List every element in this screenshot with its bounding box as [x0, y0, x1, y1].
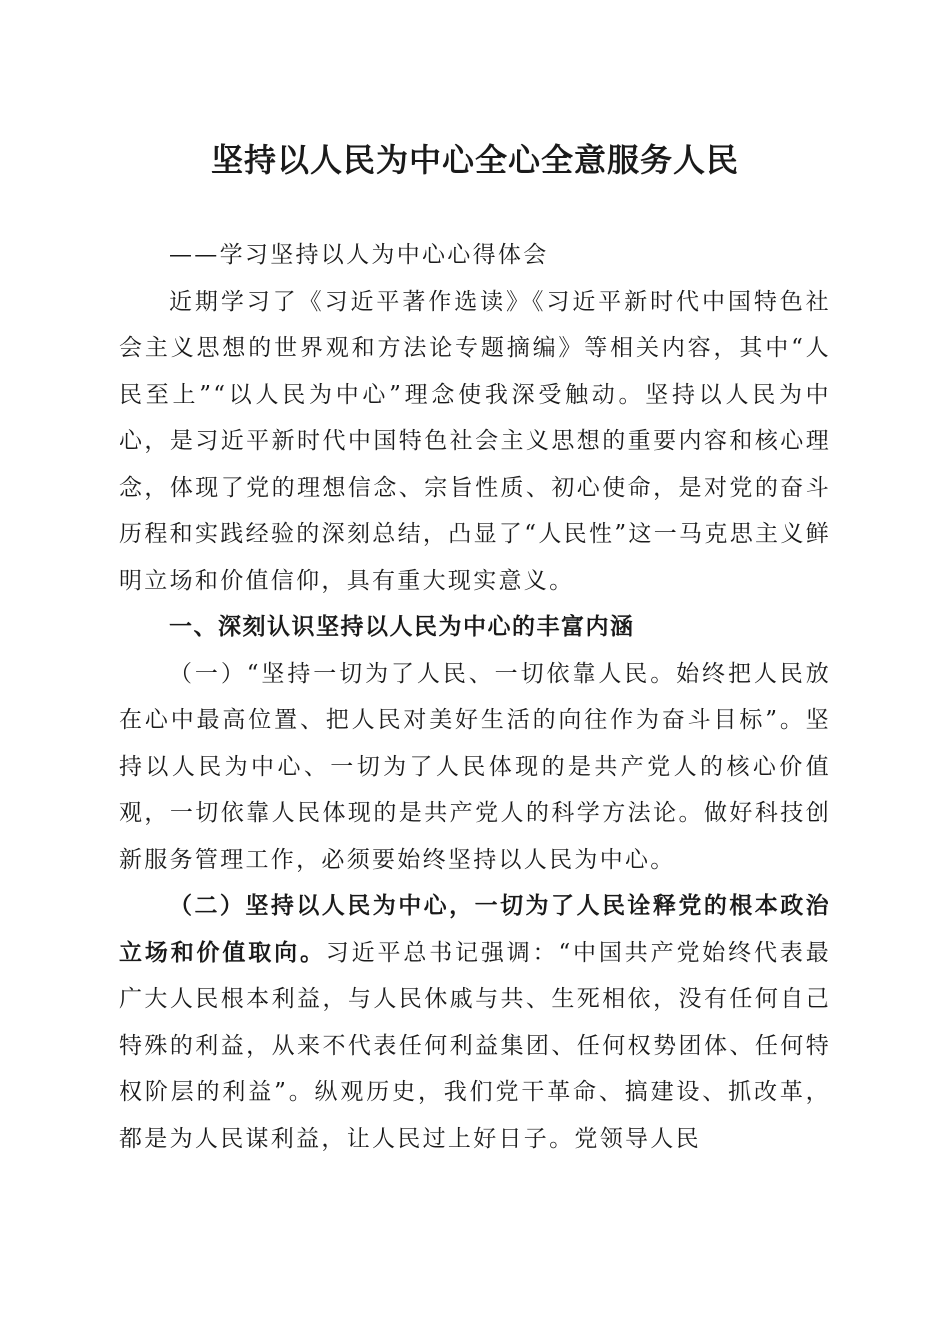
intro-paragraph: 近期学习了《习近平著作选读》《习近平新时代中国特色社会主义思想的世界观和方法论专题摘编》等相关内容，其中“人民至上”“以人民为中心”理念使我深受触动。坚持以人民为中心，是习近平新时代中国特色社会主义思想的重要内容和核心理念，体现了党的理想信念、宗旨性质、初心使命，是对党的奋斗历程和实践经验的深刻总结，凸显了“人民性”这一马克思主义鲜明立场和价值信仰，具有重大现实意义。 [119, 288, 831, 594]
paragraph-2 [119, 883, 831, 1162]
section-heading-1: 一、深刻认识坚持以人民为中心的丰富内涵 [169, 614, 635, 640]
paragraph-2-heading: （二）坚持以人民为中心，一切为了人民诠释党的根本政治立场和价值取向。 [119, 892, 831, 966]
document-body [119, 232, 831, 1162]
paragraph-1: （一）“坚持一切为了人民、一切依靠人民。始终把人民放在心中最高位置、把人民对美好生活的向往作为奋斗目标”。坚持以人民为中心、一切为了人民体现的是共产党人的核心价值观，一切依靠人民体现的是共产党人的科学方法论。做好科技创新服务管理工作，必须要始终坚持以人民为中心。 [119, 660, 831, 873]
paragraph-2-body: 习近平总书记强调：“中国共产党始终代表最广大人民根本利益，与人民休戚与共、生死相依，没有任何自己特殊的利益，从来不代表任何利益集团、任何权势团体、任何特权阶层的利益”。纵观历史，我们党干革命、搞建设、抓改革，都是为人民谋利益，让人民过上好日子。党领导人民 [119, 939, 831, 1152]
document-title: 坚持以人民为中心全心全意服务人民 [210, 141, 739, 179]
document-subtitle: ——学习坚持以人为中心心得体会 [169, 242, 549, 268]
